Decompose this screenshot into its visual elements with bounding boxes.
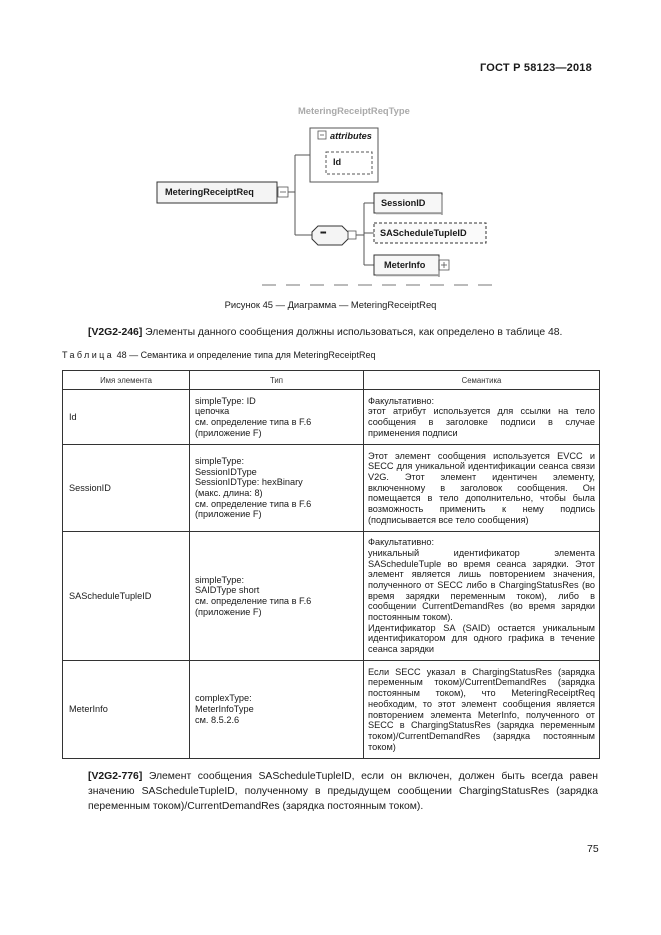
element-sascheduletupleid: SAScheduleTupleID xyxy=(380,228,467,238)
cell-semantics: Факультативно: этот атрибут используется для ссылки на тело сообщения в заголовке подписи в случае применения подписи xyxy=(364,390,600,445)
schema-diagram xyxy=(150,95,510,295)
table-header-row xyxy=(63,371,600,390)
table-caption-prefix: Таблица xyxy=(62,350,115,360)
table-row xyxy=(63,661,600,759)
cell-semantics: Если SECC указал в ChargingStatusRes (зарядка переменным током)/CurrentDemandRes (зарядка постоянным током), что MeteringReceiptReq необходим, то этот элемент сообщения является повторением элемента MeterInfo, полученного от SECC в ChargingStatusRes (зарядка переменным током)/CurrentDemandRes (зарядка постоянным током) xyxy=(364,661,600,759)
requirement-code: [V2G2-246] xyxy=(88,327,143,338)
requirement-776 xyxy=(88,769,598,814)
cell-name: SessionID xyxy=(63,445,190,532)
figure-caption: Рисунок 45 — Диаграмма — MeteringReceiptReq xyxy=(224,299,437,310)
cell-type: simpleType: SessionIDType SessionIDType: hexBinary (макс. длина: 8) см. определение типа в F.6 (приложение F) xyxy=(190,445,364,532)
cell-name: Id xyxy=(63,390,190,445)
header-semantics: Семантика xyxy=(364,371,600,390)
sequence-compositor: ▪▪▪ xyxy=(320,228,326,237)
requirement-text: Элементы данного сообщения должны использоваться, как определено в таблице 48. xyxy=(142,327,563,338)
cell-type: simpleType: SAIDType short см. определение типа в F.6 (приложение F) xyxy=(190,532,364,661)
cell-name: MeterInfo xyxy=(63,661,190,759)
table-row xyxy=(63,532,600,661)
page-number: 75 xyxy=(587,843,599,855)
cell-type: simpleType: ID цепочка см. определение типа в F.6 (приложение F) xyxy=(190,390,364,445)
cell-name: SAScheduleTupleID xyxy=(63,532,190,661)
header-name: Имя элемента xyxy=(63,371,190,390)
document-header: ГОСТ Р 58123—2018 xyxy=(480,62,592,74)
semantics-table xyxy=(62,370,600,759)
requirement-code: [V2G2-776] xyxy=(88,771,143,782)
attributes-label: attributes xyxy=(330,131,372,141)
table-row xyxy=(63,390,600,445)
table-caption-text: 48 — Семантика и определение типа для MeteringReceiptReq xyxy=(114,350,376,360)
element-sessionid: SessionID xyxy=(381,198,426,208)
header-type: Тип xyxy=(190,371,364,390)
attribute-id: Id xyxy=(333,157,342,167)
cell-type: complexType: MeterInfoType см. 8.5.2.6 xyxy=(190,661,364,759)
diagram-title: MeteringReceiptReqType xyxy=(298,105,410,116)
table-caption xyxy=(62,350,375,360)
cell-semantics: Этот элемент сообщения используется EVCC и SECC для уникальной идентификации сеанса связи V2G. Этот элемент идентичен элементу, включенному в заголовок сообщения. Он помещается в тело дополнительно, чтобы была возможность применить к нему подпись (подписывается все тело сообщения) xyxy=(364,445,600,532)
cell-semantics: Факультативно: уникальный идентификатор элемента SAScheduleTuple во время сеанса зарядки. Этот элемент является лишь повторением значения, полученного от SECC либо в ChargingStatusRes (во время зарядки переменным током), либо в сообщении CurrentDemandRes (во время зарядки постоянным током). Идентификатор SA (SAID) остается уникальным идентификатором для одного графика в течение сеанса зарядки xyxy=(364,532,600,661)
root-element: MeteringReceiptReq xyxy=(165,187,254,197)
element-meterinfo: MeterInfo xyxy=(384,260,426,270)
table-row xyxy=(63,445,600,532)
requirement-246 xyxy=(88,325,603,340)
requirement-text: Элемент сообщения SAScheduleTupleID, если он включен, должен быть всегда равен значению SAScheduleTupleID, полученному в предыдущем сообщении ChargingStatusRes (зарядка переменным током)/CurrentDemandRes (зарядка постоянным током). xyxy=(88,771,598,812)
